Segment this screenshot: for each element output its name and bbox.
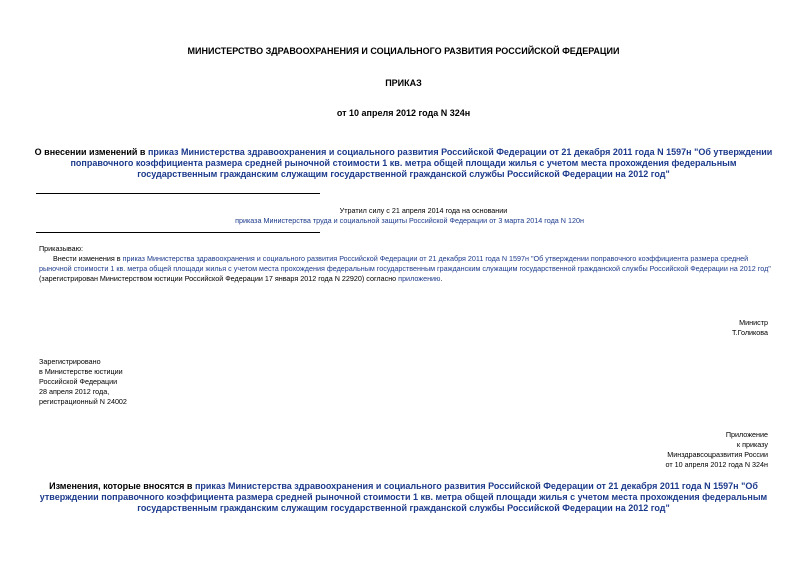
order-link-b[interactable]: рыночной стоимости 1 кв. метра общей площади жилья с учетом места прохождения федеральным государственным гражданским служащим государственной гражданской службы Российской Федерации на 2012 год" — [39, 264, 771, 273]
title-prefix: О внесении изменений в — [34, 147, 148, 157]
title-link-line-1[interactable]: приказ Министерства здравоохранения и социального развития Российской Федерации от 21 декабря 2011 года N 1597н "Об утверждении — [147, 147, 773, 157]
changes-title-prefix: Изменения, которые вносятся в — [49, 481, 195, 491]
registration-line-5: регистрационный N 24002 — [39, 397, 127, 406]
ministry-name: МИНИСТЕРСТВО ЗДРАВООХРАНЕНИЯ И СОЦИАЛЬНОГО РАЗВИТИЯ РОССИЙСКОЙ ФЕДЕРАЦИИ — [187, 46, 620, 56]
order-prefix: Внести изменения в — [53, 254, 123, 263]
registration-line-3: Российской Федерации — [39, 377, 118, 386]
status-block — [0, 206, 807, 226]
appendix-block — [666, 430, 768, 470]
status-line-1: Утратил силу с 21 апреля 2014 года на основании — [339, 206, 508, 215]
signature-name: Т.Голикова — [731, 328, 768, 337]
separator-top — [36, 193, 320, 194]
order-paragraph — [39, 254, 769, 284]
document-type: ПРИКАЗ — [385, 78, 422, 88]
document-date-number: от 10 апреля 2012 года N 324н — [336, 108, 471, 118]
appendix-line-2: к приказу — [736, 440, 768, 449]
signature-block — [732, 318, 768, 338]
changes-title-link-1[interactable]: приказ Министерства здравоохранения и социального развития Российской Федерации от 21 декабря 2011 года N 1597н "Об — [194, 481, 758, 491]
document-title — [0, 147, 807, 180]
changes-title — [0, 481, 807, 514]
order-suffix-a: (зарегистрирован Министерством юстиции Российской Федерации 17 января 2012 года N 22920) согласно — [39, 274, 399, 283]
appendix-line-1: Приложение — [725, 430, 768, 439]
separator-bottom — [36, 232, 320, 233]
appendix-line-4: от 10 апреля 2012 года N 324н — [665, 460, 768, 469]
registration-line-1: Зарегистрировано — [39, 357, 101, 366]
changes-title-link-2[interactable]: утверждении поправочного коэффициента размера средней рыночной стоимости 1 кв. метра общей площади жилья с учетом места прохождения федеральным — [39, 492, 768, 502]
registration-block — [39, 357, 127, 407]
appendix-line-3: Минздравсоцразвития России — [667, 450, 768, 459]
order-word: Приказываю: — [39, 244, 83, 253]
order-suffix-b: . — [440, 274, 443, 283]
order-link-a[interactable]: приказ Министерства здравоохранения и социального развития Российской Федерации от 21 декабря 2011 года N 1597н "Об утверждении поправочного коэффициента размера средней — [122, 254, 749, 263]
title-link-line-3[interactable]: государственным гражданским служащим государственной гражданской службы Российской Федерации на 2012 год" — [137, 169, 670, 179]
signature-position: Министр — [739, 318, 768, 327]
registration-line-4: 28 апреля 2012 года, — [39, 387, 110, 396]
status-repeal-link[interactable]: приказа Министерства труда и социальной защиты Российской Федерации от 3 марта 2014 года N 120н — [235, 216, 584, 225]
appendix-link[interactable]: приложению — [398, 274, 441, 283]
changes-title-link-3[interactable]: государственным гражданским служащим государственной гражданской службы Российской Федерации на 2012 год" — [137, 503, 670, 513]
registration-line-2: в Министерстве юстиции — [39, 367, 123, 376]
title-link-line-2[interactable]: поправочного коэффициента размера средней рыночной стоимости 1 кв. метра общей площади жилья с учетом места прохождения федеральным — [70, 158, 737, 168]
